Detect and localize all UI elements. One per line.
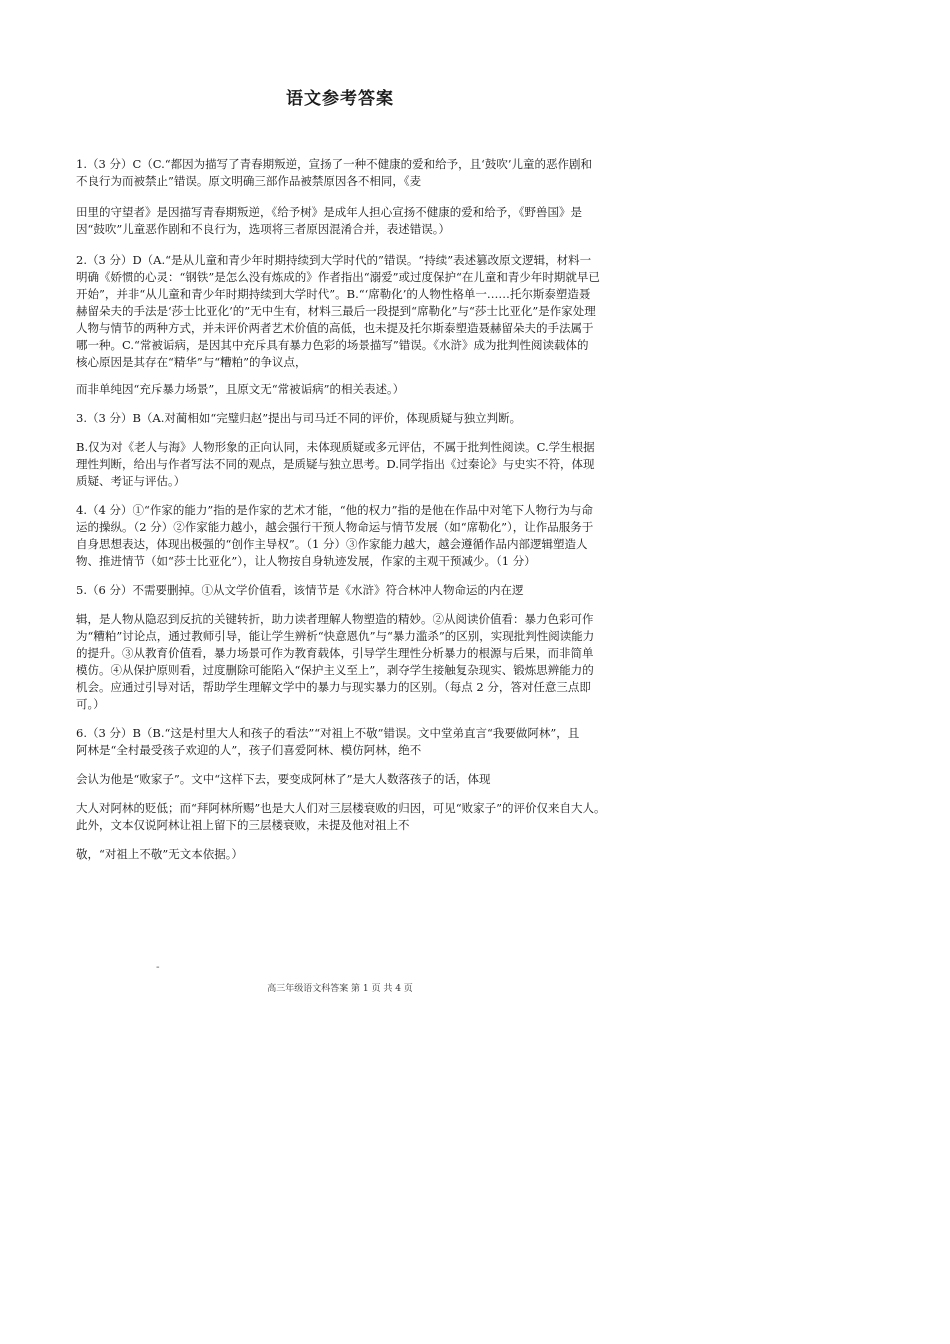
answer-paragraph-q6-part4: 敬，“对祖上不敬”无文本依据。） [76, 847, 244, 861]
answer-body [76, 156, 616, 863]
answer-paragraph-q5-part1: 5.（6 分）不需要删掉。①从文学价值看，该情节是《水浒》符合林冲人物命运的内在逻 [76, 583, 524, 597]
answer-paragraph-q5-part2: 辑，是人物从隐忍到反抗的关键转折，助力读者理解人物塑造的精妙。②从阅读价值看：暴力色彩可作为“糟粕”讨论点，通过教师引导，能让学生辨析“快意恩仇”与“暴力滥杀”的区别，实现批判性阅读能力的提升。③从教育价值看，暴力场景可作为教育载体，引导学生理性分析暴力的根源与后果，而非简单模仿。④从保护原则看，过度删除可能陷入“保护主义至上”，剥夺学生接触复杂现实、锻炼思辨能力的机会。应通过引导对话，帮助学生理解文学中的暴力与现实暴力的区别。（每点 2 分，答对任意三点即可。） [76, 612, 595, 711]
answer-paragraph-q6-part3: 大人对阿林的贬低；而“拜阿林所赐”也是大人们对三层楼衰败的归因，可见“败家子”的评价仅来自大人。此外，文本仅说阿林让祖上留下的三层楼衰败，未提及他对祖上不 [76, 801, 606, 832]
answer-paragraph-q1-part1: 1.（3 分）C（C.“都因为描写了青春期叛逆，宣扬了一种不健康的爱和给予，且‘鼓吹’儿童的恶作剧和不良行为而被禁止”错误。原文明确三部作品被禁原因各不相同，《麦 [76, 157, 592, 188]
answer-paragraph-q4: 4.（4 分）①“作家的能力”指的是作家的艺术才能，“他的权力”指的是他在作品中对笔下人物行为与命运的操纵。（2 分）②作家能力越小，越会强行干预人物命运与情节发展（如“席勒化”），让作品服务于自身思想表达，体现出极强的“创作主导权”。（1 分）③作家能力越大，越会遵循作品内部逻辑塑造人物、推进情节（如“莎士比亚化”），让人物按自身轨迹发展，作家的主观干预减少。（1 分） [76, 503, 594, 568]
page-footer: 高三年级语文科答案 第 1 页 共 4 页 [267, 984, 413, 994]
page-mark: - [156, 962, 160, 973]
answer-paragraph-q3-part2: B.仅为对《老人与海》人物形象的正向认同，未体现质疑或多元评估，不属于批判性阅读。C.学生根据理性判断，给出与作者写法不同的观点，是质疑与独立思考。D.同学指出《过秦论》与史实不符，体现质疑、考证与评估。） [76, 440, 595, 488]
answer-paragraph-q2-part1: 2.（3 分）D（A.“是从儿童和青少年时期持续到大学时代的”错误。“持续”表述篡改原文逻辑，材料一明确《娇惯的心灵：“钢铁”是怎么没有炼成的》作者指出“溺爱”或过度保护“在儿童和青少年时期就早已开始”，并非“从儿童和青少年时期持续到大学时代”。B.“‘席勒化’的人物性格单一……托尔斯泰塑造聂赫留朵夫的手法是‘莎士比亚化’的”无中生有，材料三最后一段提到“席勒化”与“莎士比亚化”是作家处理人物与情节的两种方式，并未评价两者艺术价值的高低，也未提及托尔斯泰塑造聂赫留朵夫的手法属于哪一种。C.“常被诟病，是因其中充斥具有暴力色彩的场景描写”错误。《水浒》成为批判性阅读载体的核心原因是其存在“精华”与“糟粕”的争议点， [76, 253, 600, 369]
answer-paragraph-q2-part2: 而非单纯因“充斥暴力场景”，且原文无“常被诟病”的相关表述。） [76, 382, 405, 396]
answer-paragraph-q3-part1: 3.（3 分）B（A.对蔺相如“完璧归赵”提出与司马迁不同的评价，体现质疑与独立判断。 [76, 411, 522, 425]
answer-paragraph-q6-part1: 6.（3 分）B（B.“这是村里大人和孩子的看法”“对祖上不敬”错误。文中堂弟直言“我要做阿林”，且阿林是“全村最受孩子欢迎的人”，孩子们喜爱阿林、模仿阿林，绝不 [76, 726, 580, 757]
answer-paragraph-q6-part2: 会认为他是“败家子”。文中“这样下去，要变成阿林了”是大人数落孩子的话，体现 [76, 772, 491, 786]
page-title: 语文参考答案 [286, 89, 394, 109]
answer-paragraph-q1-part2: 田里的守望者》是因描写青春期叛逆，《给予树》是成年人担心宣扬不健康的爱和给予，《野兽国》是因“鼓吹”儿童恶作剧和不良行为，选项将三者原因混淆合并，表述错误。） [76, 205, 582, 236]
